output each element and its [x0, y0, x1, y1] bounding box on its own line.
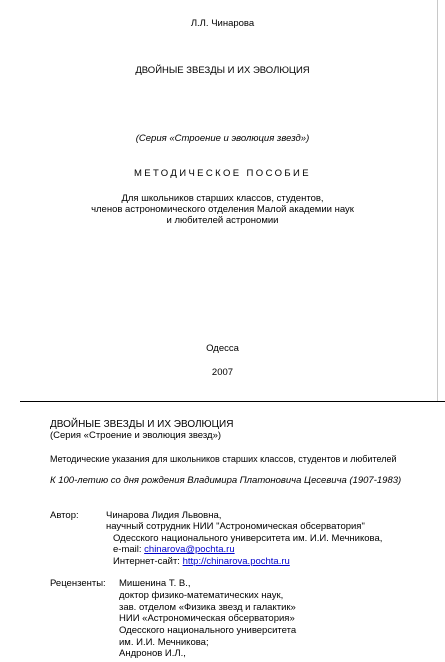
site-line [113, 556, 290, 567]
series-title: (Серия «Строение и эволюция звезд») [135, 133, 310, 144]
reviewer-line-2: доктор физико-математических наук, [119, 590, 284, 601]
year: 2007 [211, 367, 234, 378]
imprint-title: ДВОЙНЫЕ ЗВЕЗДЫ И ИХ ЭВОЛЮЦИЯ [50, 419, 234, 430]
imprint-series: (Серия «Строение и эволюция звезд») [50, 430, 222, 441]
author-line-3: Одесского национального университета им. И.И. Мечникова, [113, 533, 383, 544]
author-label: Автор: [50, 510, 79, 521]
author-line-2: научный сотрудник НИИ "Астрономическая обсерватория" [106, 521, 365, 532]
author-line-1: Чинарова Лидия Львовна, [106, 510, 222, 521]
email-link[interactable]: chinarova@pochta.ru [144, 544, 235, 555]
genre-heading: МЕТОДИЧЕСКОЕ ПОСОБИЕ [133, 168, 312, 179]
site-label: Интернет-сайт: [113, 556, 183, 567]
email-line [113, 544, 235, 555]
reviewer-line-1: Мишенина Т. В., [119, 578, 191, 589]
reviewer-line-4: НИИ «Астрономическая обсерватория» [119, 613, 295, 624]
audience-line-1: Для школьников старших классов, студентов, [121, 193, 324, 204]
email-label: e-mail: [113, 544, 145, 555]
reviewer-line-5: Одесского национального университета [119, 625, 297, 636]
imprint-purpose: Методические указания для школьников старших классов, студентов и любителей [50, 454, 397, 464]
book-title: ДВОЙНЫЕ ЗВЕЗДЫ И ИХ ЭВОЛЮЦИЯ [135, 65, 310, 76]
reviewer-line-7: Андронов И.Л., [119, 648, 186, 659]
audience-line-2: членов астрономического отделения Малой академии наук [91, 204, 354, 215]
page-break-rule [20, 401, 445, 402]
reviewer-line-3: зав. отделом «Физика звезд и галактик» [119, 602, 296, 613]
audience-line-3: и любителей астрономии [166, 215, 279, 226]
author-name: Л.Л. Чинарова [190, 18, 255, 29]
city: Одесса [206, 343, 239, 354]
reviewer-line-6: им. И.И. Мечникова; [119, 637, 209, 648]
imprint-dedication: К 100-летию со дня рождения Владимира Платоновича Цесевича (1907-1983) [50, 475, 402, 486]
site-link[interactable]: http://chinarova.pochta.ru [182, 556, 290, 567]
reviewers-label: Рецензенты: [50, 578, 106, 589]
